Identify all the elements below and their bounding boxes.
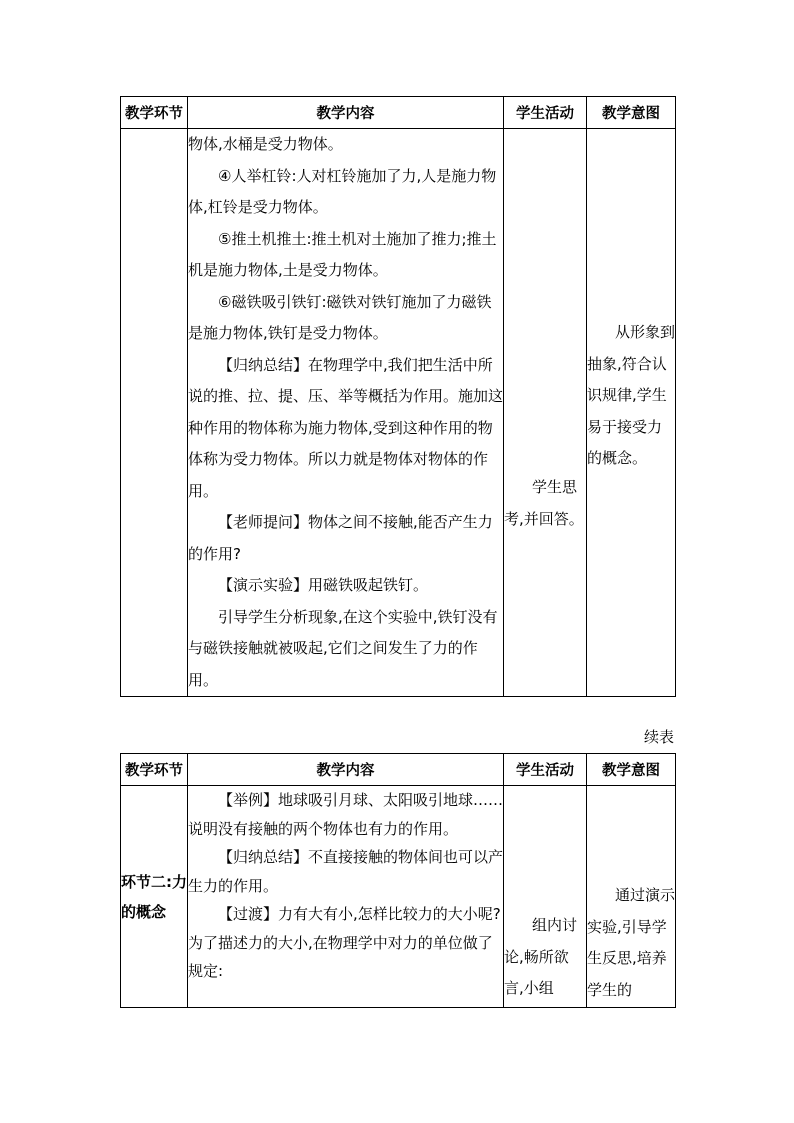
lesson-table-2 bbox=[120, 753, 676, 1008]
content-paragraph: 【老师提问】物体之间不接触,能否产生力的作用? bbox=[188, 513, 493, 563]
content-paragraph: 引导学生分析现象,在这个实验中,铁钉没有与磁铁接触就被吸起,它们之间发生了力的作用。 bbox=[188, 607, 498, 689]
content-paragraph: ⑥磁铁吸引铁钉:磁铁对铁钉施加了力磁铁是施力物体,铁钉是受力物体。 bbox=[188, 292, 492, 342]
intent-text: 通过演示实验,引导学生反思,培养学生的 bbox=[587, 886, 676, 999]
activity-text: 学生思考,并回答。 bbox=[504, 478, 584, 528]
activity-text: 组内讨论,畅所欲言,小组 bbox=[504, 916, 578, 997]
content-cell bbox=[188, 786, 504, 1008]
stage-cell: 环节二:力的概念 bbox=[121, 786, 188, 1008]
content-paragraph: 【过渡】力有大有小,怎样比较力的大小呢?为了描述力的大小,在物理学中对力的单位做了规定: bbox=[188, 905, 501, 980]
table-row bbox=[121, 129, 676, 697]
intent-text: 从形象到抽象,符合认识规律,学生易于接受力的概念。 bbox=[587, 323, 676, 467]
header-content: 教学内容 bbox=[188, 97, 504, 129]
header-activity: 学生活动 bbox=[504, 754, 587, 786]
continued-label: 续表 bbox=[643, 728, 674, 746]
header-activity: 学生活动 bbox=[504, 97, 587, 129]
header-stage: 教学环节 bbox=[121, 754, 188, 786]
header-intent: 教学意图 bbox=[587, 754, 676, 786]
activity-cell bbox=[504, 129, 587, 697]
content-paragraph: ⑤推土机推土:推土机对土施加了推力;推土机是施力物体,土是受力物体。 bbox=[188, 229, 497, 279]
table-header-row bbox=[121, 754, 676, 786]
content-paragraph: 物体,水桶是受力物体。 bbox=[188, 135, 343, 153]
content-paragraph: 【举例】地球吸引月球、太阳吸引地球……说明没有接触的两个物体也有力的作用。 bbox=[188, 791, 504, 838]
content-paragraph: 【归纳总结】在物理学中,我们把生活中所说的推、拉、提、压、举等概括为作用。施加这种作用的物体称为施力物体,受到这种作用的物体称为受力物体。所以力就是物体对物体的作用。 bbox=[188, 355, 504, 500]
header-intent: 教学意图 bbox=[587, 97, 676, 129]
content-paragraph: 【演示实验】用磁铁吸起铁钉。 bbox=[218, 576, 429, 594]
content-cell bbox=[188, 129, 504, 697]
intent-cell bbox=[587, 129, 676, 697]
content-paragraph: 【归纳总结】不直接接触的物体间也可以产生力的作用。 bbox=[188, 848, 504, 895]
table-header-row bbox=[121, 97, 676, 129]
activity-cell bbox=[504, 786, 587, 1008]
lesson-table-1 bbox=[120, 96, 676, 697]
table-row bbox=[121, 786, 676, 1008]
content-paragraph: ④人举杠铃:人对杠铃施加了力,人是施力物体,杠铃是受力物体。 bbox=[188, 166, 497, 216]
intent-cell bbox=[587, 786, 676, 1008]
header-content: 教学内容 bbox=[188, 754, 504, 786]
stage-cell bbox=[121, 129, 188, 697]
header-stage: 教学环节 bbox=[121, 97, 188, 129]
